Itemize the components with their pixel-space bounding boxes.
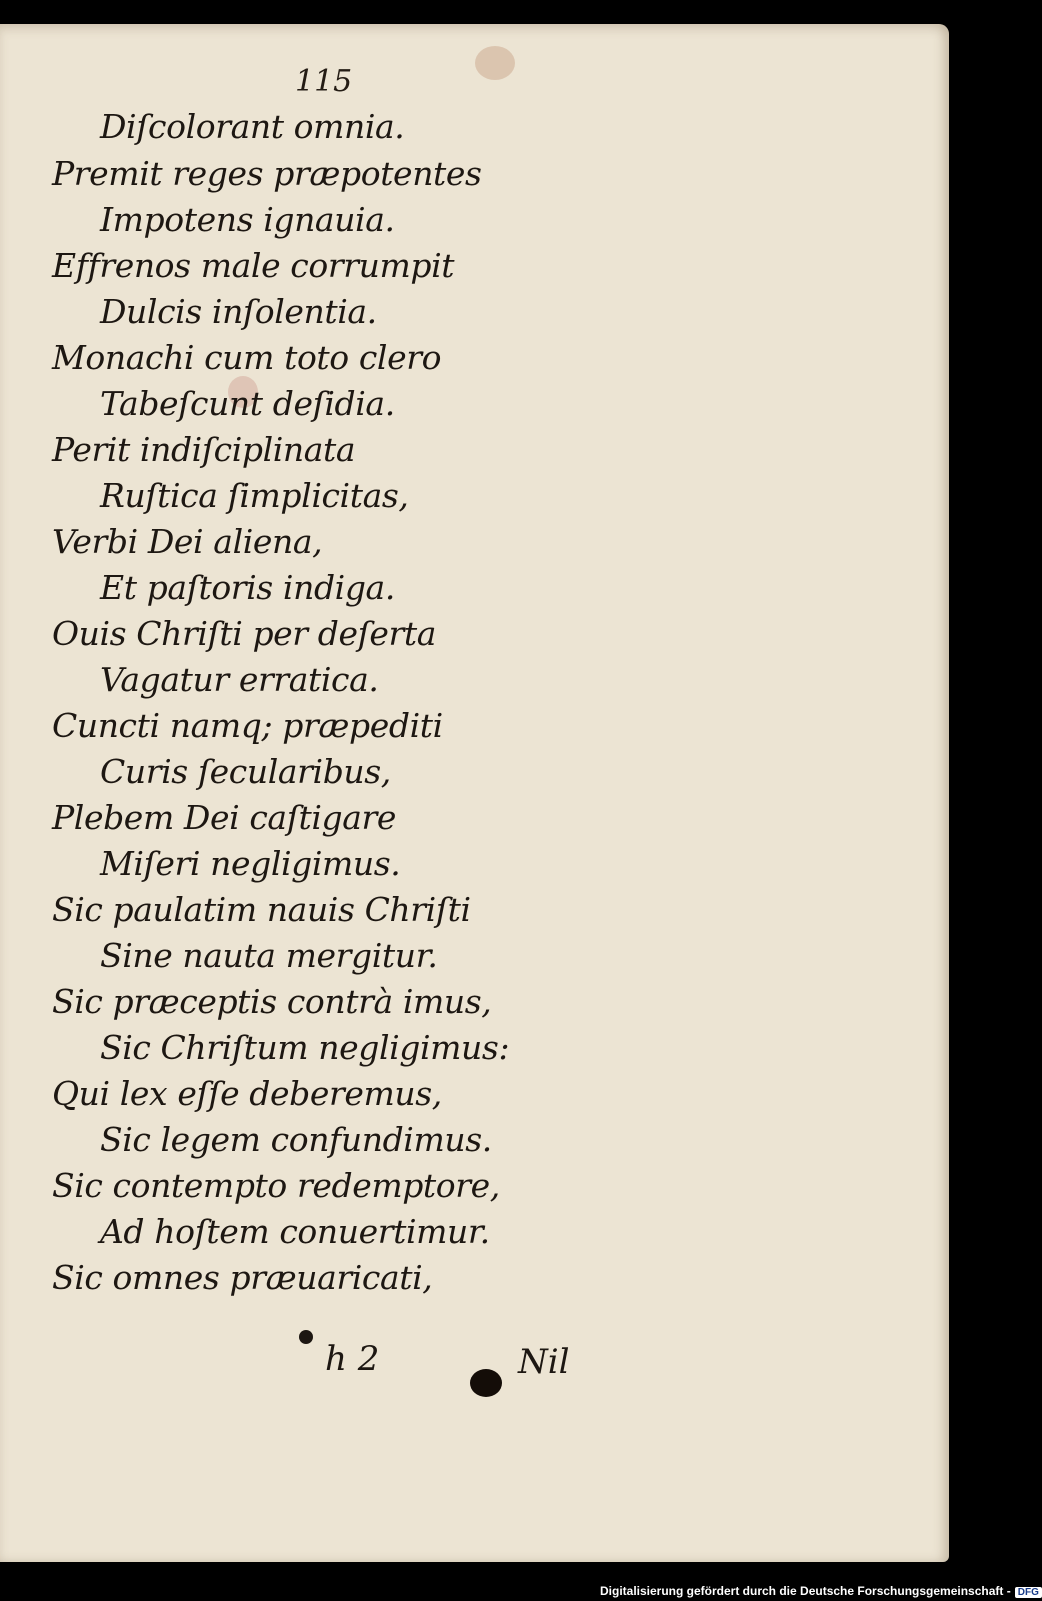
verse-line: Tabeſcunt deſidia. <box>100 384 395 423</box>
verse-line: Miſeri negligimus. <box>100 844 401 883</box>
verse-line: Sic paulatim nauis Chriſti <box>52 890 471 929</box>
verse-line: Monachi cum toto clero <box>52 338 442 377</box>
digitization-credit <box>600 1584 1042 1598</box>
verse-line: Sine nauta mergitur. <box>100 936 438 975</box>
verse-line: Vagatur erratica. <box>100 660 379 699</box>
verse-line: Verbi Dei aliena, <box>52 522 323 561</box>
book-page <box>0 24 949 1562</box>
verse-line: Ad hoſtem conuertimur. <box>100 1212 490 1251</box>
verse-line: Curis ſecularibus, <box>100 752 391 791</box>
verse-line: Diſcolorant omnia. <box>100 107 405 146</box>
credit-text: Digitalisierung gefördert durch die Deutsche Forschungsgemeinschaft - <box>600 1584 1011 1598</box>
verse-line: Et paſtoris indiga. <box>100 568 395 607</box>
verse-line: Cuncti namq; præpediti <box>52 706 443 745</box>
verse-line: Premit reges præpotentes <box>52 154 482 193</box>
verse-line: Sic omnes præuaricati, <box>52 1258 433 1297</box>
verse-line: Perit indiſciplinata <box>52 430 356 469</box>
verse-line: Impotens ignauia. <box>100 200 395 239</box>
dfg-logo: DFG <box>1015 1587 1042 1598</box>
verse-block <box>0 24 560 1424</box>
verse-line: Dulcis inſolentia. <box>100 292 377 331</box>
verse-line: Sic contempto redemptore, <box>52 1166 500 1205</box>
verse-line: Plebem Dei caſtigare <box>52 798 397 837</box>
verse-line: Effrenos male corrumpit <box>52 246 455 285</box>
verse-line: Ouis Chriſti per deſerta <box>52 614 437 653</box>
verse-line: Sic præceptis contrà imus, <box>52 982 492 1021</box>
verse-line: Sic Chriſtum negligimus: <box>100 1028 510 1067</box>
page-number: 115 <box>295 64 353 99</box>
verse-line: Sic legem confundimus. <box>100 1120 492 1159</box>
signature-mark: h 2 <box>325 1339 380 1379</box>
catchword: Nil <box>518 1342 570 1382</box>
verse-line: Qui lex eſſe deberemus, <box>52 1074 442 1113</box>
verse-line: Ruſtica ſimplicitas, <box>100 476 409 515</box>
